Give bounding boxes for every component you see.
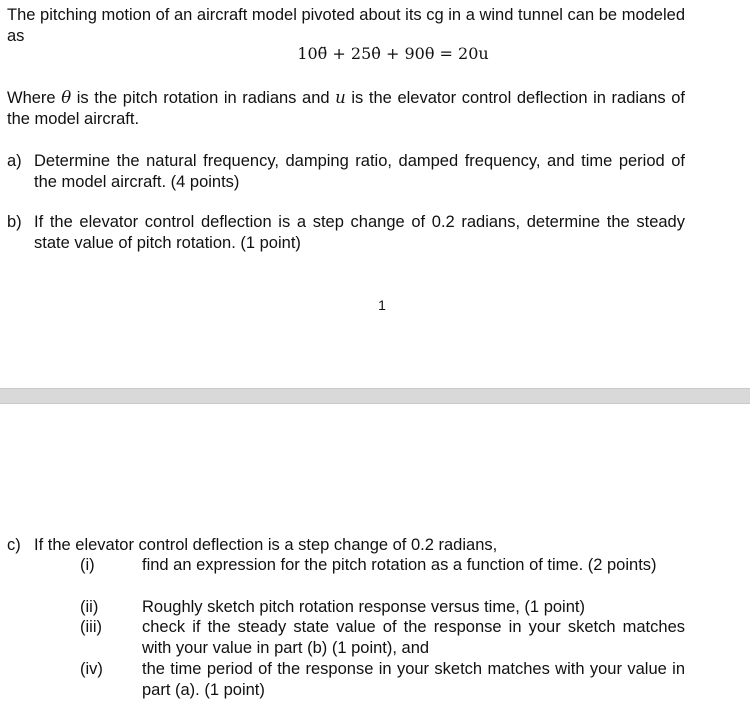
page-number: 1 bbox=[378, 297, 386, 313]
part-c-item-iv bbox=[80, 659, 685, 700]
subitem-text: check if the steady state value of the response in your sketch matches with your value in part (b) (1 point), and bbox=[142, 618, 685, 657]
subitem-label: (iv) bbox=[80, 660, 103, 678]
where-text bbox=[7, 88, 685, 129]
u-symbol: u bbox=[335, 88, 346, 107]
part-c-text: If the elevator control deflection is a step change of 0.2 radians, bbox=[34, 536, 498, 554]
part-c-item-i bbox=[80, 555, 685, 576]
page-separator bbox=[0, 388, 750, 404]
subitem-label: (iii) bbox=[80, 618, 102, 636]
part-b bbox=[7, 212, 685, 253]
part-c bbox=[7, 535, 685, 556]
part-b-text: If the elevator control deflection is a step change of 0.2 radians, determine the steady state value of pitch rotation. (1 point) bbox=[34, 213, 685, 252]
part-c-item-iii bbox=[80, 617, 685, 658]
where-mid: is the pitch rotation in radians and bbox=[71, 89, 336, 107]
equation: 10θ̈ + 25θ̇ + 90θ = 20u bbox=[297, 44, 489, 63]
subitem-text: Roughly sketch pitch rotation response versus time, (1 point) bbox=[142, 598, 585, 616]
part-a-text: Determine the natural frequency, damping ratio, damped frequency, and time period of the model aircraft. (4 points) bbox=[34, 152, 685, 191]
where-pre: Where bbox=[7, 89, 62, 107]
part-b-label: b) bbox=[7, 213, 22, 231]
part-c-item-ii bbox=[80, 597, 685, 618]
part-a bbox=[7, 151, 685, 192]
subitem-label: (i) bbox=[80, 556, 95, 574]
theta-symbol: θ bbox=[61, 88, 72, 107]
subitem-text: find an expression for the pitch rotation as a function of time. (2 points) bbox=[142, 556, 657, 574]
part-a-label: a) bbox=[7, 152, 22, 170]
where-post: is the elevator control deflection in radians of the model aircraft. bbox=[7, 89, 686, 128]
part-c-label: c) bbox=[7, 536, 21, 554]
page-2 bbox=[0, 404, 750, 702]
intro-text: The pitching motion of an aircraft model pivoted about its cg in a wind tunnel can be modeled as bbox=[7, 6, 685, 45]
subitem-label: (ii) bbox=[80, 598, 99, 616]
subitem-text: the time period of the response in your sketch matches with your value in part (a). (1 point) bbox=[142, 660, 685, 699]
